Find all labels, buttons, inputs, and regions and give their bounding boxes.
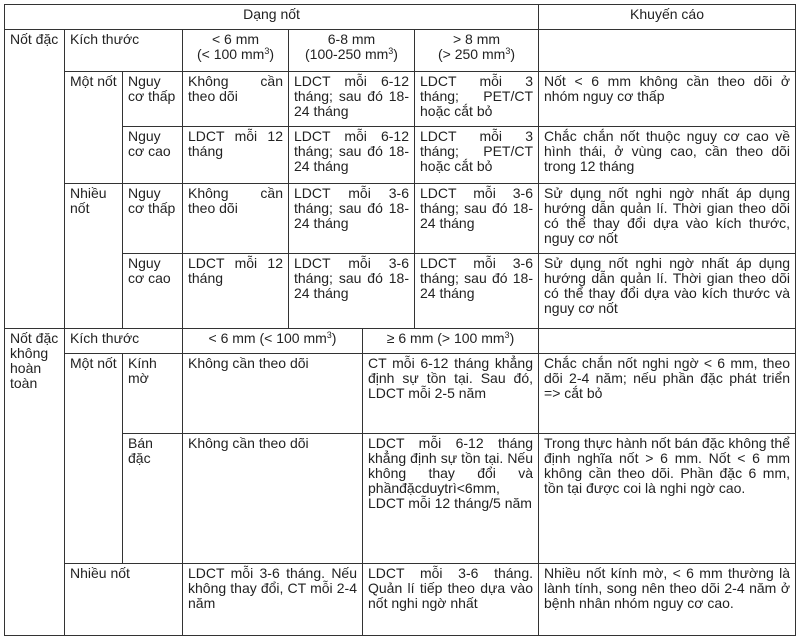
subsolid-ground-glass-lt6: Không cần theo dõi — [183, 353, 363, 434]
subsolid-size-row — [5, 328, 796, 353]
solid-multiple-low-risk: Nguy cơ thấp — [123, 183, 183, 253]
solid-size-lt6-line2: (< 100 mm — [197, 45, 265, 62]
solid-group-label: Nốt đặc — [5, 29, 65, 328]
subsolid-ground-glass-ge6: CT mỗi 6-12 tháng khẳng định sự tồn tại. Sau đó, LDCT mỗi 2-5 năm — [363, 353, 539, 434]
solid-size-rec-empty — [539, 29, 796, 71]
solid-single-high-gt8: LDCT mỗi 3 tháng; PET/CT hoặc cắt bỏ — [415, 127, 539, 184]
solid-multiple-high-risk: Nguy cơ cao — [123, 254, 183, 328]
solid-multiple-label: Nhiều nốt — [65, 183, 123, 328]
solid-single-label: Một nốt — [65, 72, 123, 184]
close-paren: ) — [393, 45, 398, 62]
subsolid-size-label: Kích thước — [65, 328, 183, 353]
solid-single-high-6to8: LDCT mỗi 6-12 tháng; sau đó 18-24 tháng — [289, 127, 415, 184]
solid-multiple-high-gt8: LDCT mỗi 3-6 tháng; sau đó 18-24 tháng — [415, 254, 539, 328]
solid-single-high-lt6: LDCT mỗi 12 tháng — [183, 127, 289, 184]
solid-multiple-low-lt6: Không cần theo dõi — [183, 183, 289, 253]
solid-multiple-low-gt8: LDCT mỗi 3-6 tháng; sau đó 18-24 tháng — [415, 183, 539, 253]
table-row — [5, 72, 796, 127]
unit-power: 3 — [326, 329, 332, 340]
subsolid-size-ge6-text: ≥ 6 mm (> 100 mm — [386, 329, 505, 346]
close-paren: ) — [509, 329, 515, 346]
subsolid-part-solid-rec: Trong thực hành nốt bán đặc không thể định nghĩa nốt > 6 mm. Nốt < 6 mm không cần theo dõi. Phần đặc 6 mm, tồn tại được coi là nghi ngờ cao. — [539, 434, 796, 563]
subsolid-size-ge6 — [363, 328, 539, 353]
subsolid-group-label: Nốt đặc không hoàn toàn — [5, 328, 65, 635]
solid-size-gt8-line2: (> 250 mm — [438, 45, 506, 62]
solid-single-low-risk: Nguy cơ thấp — [123, 72, 183, 127]
solid-single-low-rec: Nốt < 6 mm không cần theo dõi ở nhóm nguy cơ thấp — [539, 72, 796, 127]
solid-single-low-gt8: LDCT mỗi 3 tháng; PET/CT hoặc cắt bỏ — [415, 72, 539, 127]
table-row — [5, 353, 796, 434]
subsolid-size-lt6-text: < 6 mm (< 100 mm — [208, 329, 327, 346]
solid-size-6to8-line2: (100-250 mm — [305, 45, 389, 62]
subsolid-multiple-label: Nhiều nốt — [65, 563, 183, 636]
solid-multiple-high-6to8: LDCT mỗi 3-6 tháng; sau đó 18-24 tháng — [289, 254, 415, 328]
subsolid-multiple-lt6: LDCT mỗi 3-6 tháng. Nếu không thay đổi, CT mỗi 2-4 năm — [183, 563, 363, 636]
table-row — [5, 563, 796, 636]
unit-power: 3 — [388, 45, 394, 56]
table-row — [5, 127, 796, 184]
close-paren: ) — [269, 45, 274, 62]
close-paren: ) — [331, 329, 337, 346]
solid-size-gt8-line1: > 8 mm — [452, 30, 501, 47]
unit-power: 3 — [505, 45, 511, 56]
header-recommendation: Khuyến cáo — [539, 5, 796, 30]
solid-size-label: Kích thước — [65, 29, 183, 71]
solid-size-row — [5, 29, 796, 71]
subsolid-part-solid-ge6: LDCT mỗi 6-12 tháng khẳng định sự tồn tại. Nếu không thay đổi và phầnđặcduytrì<6mm, LDCT mỗi 12 tháng/5 năm — [363, 434, 539, 563]
solid-multiple-low-6to8: LDCT mỗi 3-6 tháng; sau đó 18-24 tháng — [289, 183, 415, 253]
solid-single-high-rec: Chắc chắn nốt thuộc nguy cơ cao về hình thái, ở vùng cao, cần theo dõi trong 12 tháng — [539, 127, 796, 184]
subsolid-size-rec-empty — [539, 328, 796, 353]
subsolid-part-solid-type: Bán đặc — [123, 434, 183, 563]
solid-single-high-risk: Nguy cơ cao — [123, 127, 183, 184]
solid-single-low-6to8: LDCT mỗi 6-12 tháng; sau đó 18-24 tháng — [289, 72, 415, 127]
table-row — [5, 183, 796, 253]
solid-size-gt8 — [415, 29, 539, 71]
table-row — [5, 434, 796, 563]
close-paren: ) — [510, 45, 515, 62]
solid-multiple-high-lt6: LDCT mỗi 12 tháng — [183, 254, 289, 328]
subsolid-multiple-ge6: LDCT mỗi 3-6 tháng. Quản lí tiếp theo dựa vào nốt nghi ngờ nhất — [363, 563, 539, 636]
solid-size-lt6 — [183, 29, 289, 71]
nodule-guideline-table — [4, 4, 796, 636]
subsolid-multiple-rec: Nhiều nốt kính mờ, < 6 mm thường là lành tính, song nên theo dõi 2-4 năm ở bệnh nhân nhóm nguy cơ cao. — [539, 563, 796, 636]
solid-multiple-low-rec: Sử dụng nốt nghi ngờ nhất áp dụng hướng dẫn quản lí. Thời gian theo dõi có thể thay đổi dựa vào kích thước, nguy cơ nốt — [539, 183, 796, 253]
solid-size-lt6-line1: < 6 mm — [211, 30, 260, 47]
table-row — [5, 254, 796, 328]
subsolid-single-label: Một nốt — [65, 353, 123, 563]
header-row — [5, 5, 796, 30]
solid-multiple-high-rec: Sử dụng nốt nghi ngờ nhất áp dụng hướng dẫn quản lí. Thời gian theo dõi có thể thay đổi dựa vào kích thước và nguy cơ nốt — [539, 254, 796, 328]
solid-single-low-lt6: Không cần theo dõi — [183, 72, 289, 127]
solid-size-6to8 — [289, 29, 415, 71]
subsolid-part-solid-lt6: Không cần theo dõi — [183, 434, 363, 563]
solid-size-6to8-line1: 6-8 mm — [327, 30, 376, 47]
subsolid-ground-glass-rec: Chắc chắn nốt nghi ngờ < 6 mm, theo dõi 2-4 năm; nếu phần đặc phát triển => cắt bỏ — [539, 353, 796, 434]
subsolid-size-lt6 — [183, 328, 363, 353]
unit-power: 3 — [504, 329, 510, 340]
subsolid-ground-glass-type: Kính mờ — [123, 353, 183, 434]
header-nodule-type: Dạng nốt — [5, 5, 539, 30]
unit-power: 3 — [264, 45, 270, 56]
